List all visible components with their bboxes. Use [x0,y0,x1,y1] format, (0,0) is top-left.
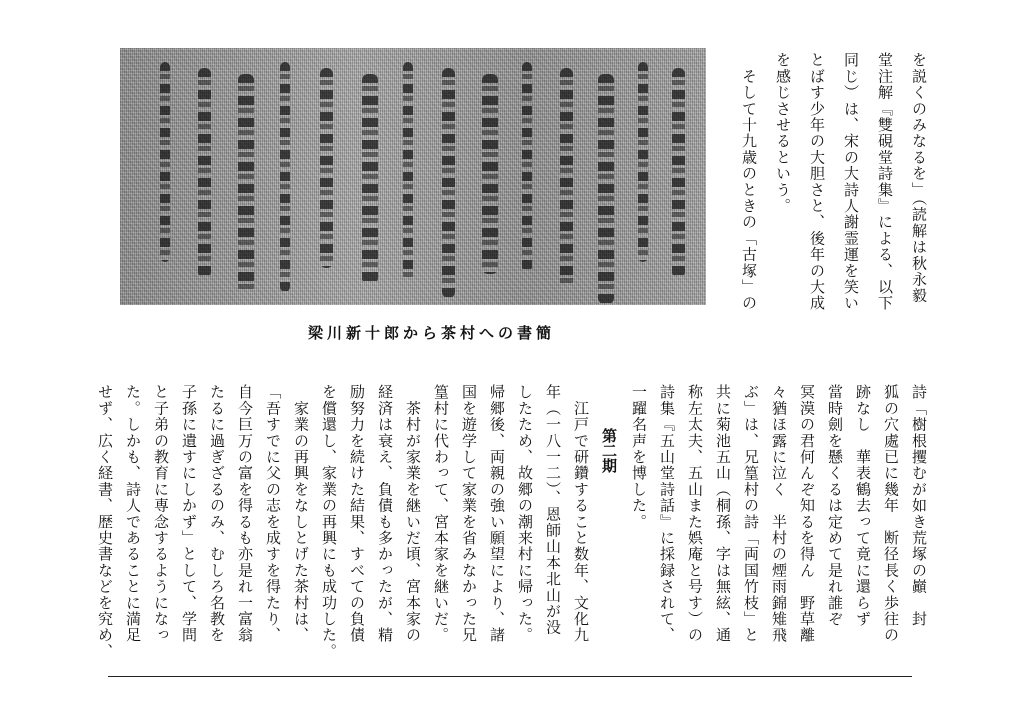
text-column: 年（一八一二）、恩師山本北山が没 [544,384,562,636]
handwriting-stroke [403,62,413,282]
text-column: したため、故郷の潮来村に帰った。 [516,384,534,644]
handwriting-stroke [672,68,685,278]
text-column: 堂注解『雙硯堂詩集』による、以下 [876,52,894,312]
text-column: 家業の再興をなしとげた茶村は、 [292,384,310,644]
text-column: 篁村に代わって、宮本家を継いだ。 [432,384,450,644]
text-column: 狐の穴處已に幾年 断径長く歩往の [882,384,900,644]
text-column: 称左太夫、五山また娯庵と号す）の [686,384,704,644]
text-column: 當時劍を懸くるは定めて是れ誰ぞ [826,384,844,627]
handwriting-stroke [522,62,532,272]
text-column: 江戸で研鑽すること数年、文化九 [572,384,590,644]
text-column: と子弟の教育に専念するようになっ [152,384,170,644]
photo-caption: 梁川新十郎から茶村への書簡 [308,324,556,342]
handwriting-stroke [442,68,455,298]
text-column: を感じさせるという。 [774,52,792,214]
text-column: 詩「樹根攫むが如き荒塚の巓 封 [910,384,928,627]
text-column: とばす少年の大胆さと、後年の大成 [808,52,826,312]
text-column: たるに過ぎざるのみ、むしろ名教を [208,384,226,644]
text-column: 経済は衰え、負債も多かったが、精 [376,384,394,644]
handwriting-stroke [560,68,573,288]
handwriting-stroke [320,68,333,268]
text-column: 々猶ほ露に泣く 半村の煙雨錦雉飛 [770,384,788,644]
text-column: 詩集『五山堂詩話』に採録されて、 [658,384,676,644]
section-heading: 第二期 [600,428,618,473]
text-column: せず、広く経書、歴史書などを究め、 [96,384,114,660]
handwriting-stroke [598,74,614,304]
bottom-rule [108,676,912,677]
handwriting-stroke [280,62,290,292]
text-column: を償還し、家業の再興にも成功した。 [320,384,338,660]
text-column: そして十九歳のときの「古塚」の [740,52,758,312]
text-column: 冥漠の君何んぞ知るを得ん 野草離 [798,384,816,644]
text-column: 共に菊池五山（桐孫、字は無絃、通 [714,384,732,644]
text-column: 一躍名声を博した。 [630,384,648,530]
text-column: 帰郷後、両親の強い願望により、諸 [488,384,506,644]
handwriting-stroke [482,74,498,274]
handwriting-stroke [198,68,211,278]
handwriting-stroke [160,62,170,262]
text-column: 同じ）は、宋の大詩人謝霊運を笑い [842,52,860,312]
text-column: た。しかも、詩人であることに満足 [124,384,142,644]
handwriting-stroke [638,62,648,262]
text-column: 茶村が家業を継いだ頃、宮本家の [404,384,422,644]
handwriting-stroke [238,74,254,294]
text-column: ぶ」は、兄篁村の詩「両国竹枝」と [742,384,760,644]
handwriting-stroke [362,74,378,284]
text-column: を説くのみなるを」（読解は秋永毅 [910,52,928,304]
text-column: 子孫に遺すにしかず」として、学問 [180,384,198,644]
text-column: 自今巨万の富を得るも亦是れ一富翁 [236,384,254,644]
letter-photograph [120,48,706,305]
text-column: 「吾すでに父の志を成すを得たり、 [264,384,282,644]
text-column: 励努力を続けた結果、すべての負債 [348,384,366,644]
text-column: 跡なし 華表鶴去って竟に還らず [854,384,872,627]
text-column: 国を遊学して家業を省みなかった兄 [460,384,478,644]
